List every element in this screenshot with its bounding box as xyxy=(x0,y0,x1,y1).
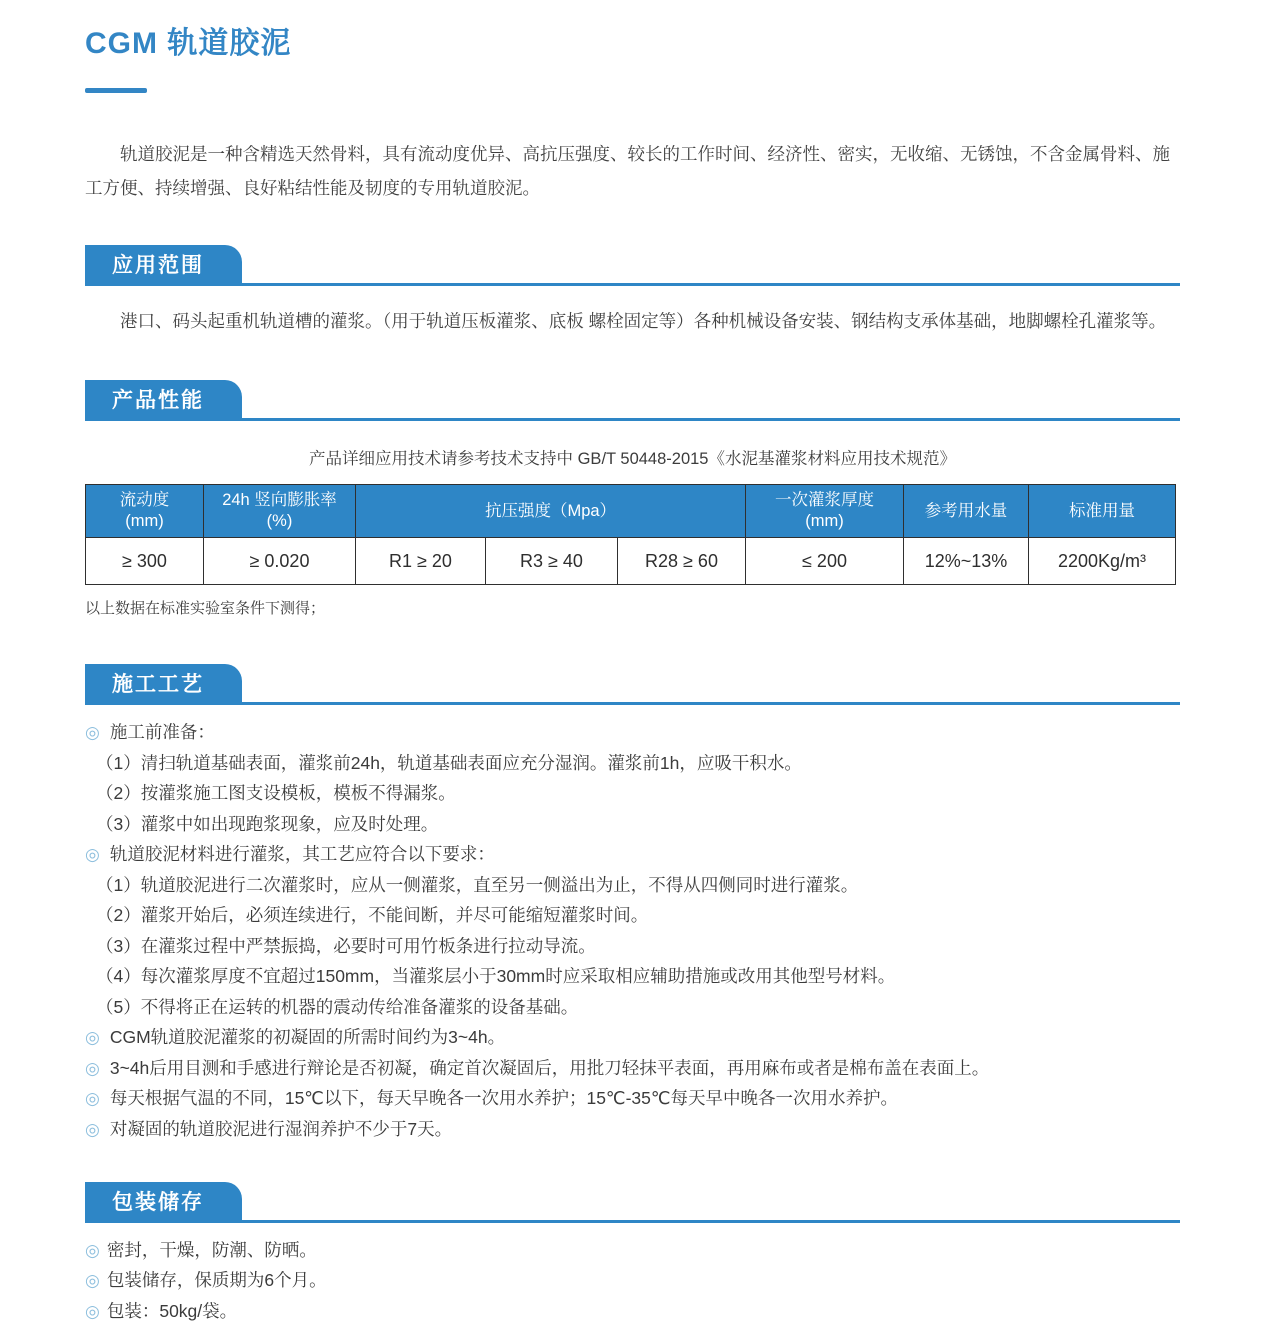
performance-footnote: 以上数据在标准实验室条件下测得； xyxy=(85,600,326,617)
section-application-badge xyxy=(85,245,242,283)
process-item-text: （1）轨道胶泥进行二次灌浆时，应从一侧灌浆，直至另一侧溢出为止，不得从四侧同时进行灌浆。 xyxy=(96,874,859,895)
process-item-text: CGM轨道胶泥灌浆的初凝固的所需时间约为3~4h。 xyxy=(109,1027,506,1047)
performance-standard-note: 产品详细应用技术请参考技术支持中 GB/T 50448-2015《水泥基灌浆材料应用技术规范》 xyxy=(309,450,956,468)
section-performance-heading: 产品性能 xyxy=(112,389,204,412)
process-item-text: 对凝固的轨道胶泥进行湿润养护不少于7天。 xyxy=(109,1118,453,1139)
packaging-list xyxy=(85,1240,1180,1322)
packaging-item xyxy=(85,1270,1180,1291)
ring-bullet-icon: ◎ xyxy=(85,1028,100,1047)
section-packaging-heading: 包装储存 xyxy=(112,1190,204,1214)
process-item xyxy=(85,814,1180,835)
title-underline xyxy=(85,88,147,93)
th-reference-water-amount: 参考用水量 xyxy=(904,485,1029,538)
application-body-text: 港口、码头起重机轨道槽的灌浆。（用于轨道压板灌浆、底板 螺栓固定等）各种机械设备安装、钢结构支承体基础，地脚螺栓孔灌浆等。 xyxy=(120,311,1167,331)
ring-bullet-icon: ◎ xyxy=(85,1271,100,1290)
packaging-item-text: 包装：50kg/袋。 xyxy=(106,1300,238,1321)
process-item xyxy=(85,1119,1180,1140)
ring-bullet-icon: ◎ xyxy=(85,723,100,742)
process-item xyxy=(85,1058,1180,1079)
process-item xyxy=(85,722,1180,743)
section-process xyxy=(85,664,1180,1140)
table-header-row xyxy=(86,485,1176,538)
process-item xyxy=(85,1088,1180,1109)
section-packaging-badge xyxy=(85,1182,242,1220)
page-title: CGM 轨道胶泥 xyxy=(85,27,292,60)
value-strength-r3: R3 ≥ 40 xyxy=(486,538,618,585)
process-item-text: 施工前准备： xyxy=(109,722,215,742)
packaging-item-text: 密封，干燥，防潮、防晒。 xyxy=(106,1239,317,1260)
process-item-text: （5）不得将正在运转的机器的震动传给准备灌浆的设备基础。 xyxy=(96,996,579,1017)
section-application xyxy=(85,245,1180,336)
process-item-text: （3）在灌浆过程中严禁振捣，必要时可用竹板条进行拉动导流。 xyxy=(96,935,596,956)
section-process-header xyxy=(85,664,1180,705)
process-item-text: 轨道胶泥材料进行灌浆，其工艺应符合以下要求： xyxy=(109,844,495,864)
section-performance-badge xyxy=(85,380,242,418)
th-standard-dosage: 标准用量 xyxy=(1029,485,1176,538)
section-performance xyxy=(85,380,1180,618)
th-flowability: 流动度 (mm) xyxy=(86,485,204,538)
process-item-text: （1）清扫轨道基础表面，灌浆前24h，轨道基础表面应充分湿润。灌浆前1h，应吸干积水。 xyxy=(96,752,802,773)
th-compressive-strength: 抗压强度（Mpa） xyxy=(356,485,746,538)
packaging-item-text: 包装储存，保质期为6个月。 xyxy=(106,1270,327,1290)
process-item-text: （2）按灌浆施工图支设模板，模板不得漏浆。 xyxy=(96,783,456,803)
process-item xyxy=(85,1027,1180,1048)
process-item-text: 每天根据气温的不同，15℃以下，每天早晚各一次用水养护；15℃-35℃每天早中晚各一次用水养护。 xyxy=(109,1088,899,1108)
value-water-amount: 12%~13% xyxy=(904,538,1029,585)
value-strength-r1: R1 ≥ 20 xyxy=(356,538,486,585)
value-grouting-thickness: ≤ 200 xyxy=(746,538,904,585)
value-flowability: ≥ 300 xyxy=(86,538,204,585)
section-process-heading: 施工工艺 xyxy=(112,673,204,696)
th-vertical-expansion: 24h 竖向膨胀率 (%) xyxy=(204,485,356,538)
section-packaging xyxy=(85,1182,1180,1322)
performance-table xyxy=(85,484,1176,585)
process-item-text: 3~4h后用目测和手感进行辩论是否初凝，确定首次凝固后，用批刀轻抹平表面，再用麻布或者是棉布盖在表面上。 xyxy=(109,1057,990,1078)
packaging-item xyxy=(85,1301,1180,1322)
section-packaging-header xyxy=(85,1182,1180,1223)
process-list xyxy=(85,722,1180,1140)
process-item xyxy=(85,936,1180,957)
process-item xyxy=(85,875,1180,896)
value-strength-r28: R28 ≥ 60 xyxy=(618,538,746,585)
process-item-text: （4）每次灌浆厚度不宜超过150mm，当灌浆层小于30mm时应采取相应辅助措施或改用其他型号材料。 xyxy=(96,966,896,986)
section-performance-header xyxy=(85,380,1180,421)
process-item xyxy=(85,997,1180,1018)
value-standard-dosage: 2200Kg/m³ xyxy=(1029,538,1176,585)
th-single-grouting-thickness: 一次灌浆厚度 (mm) xyxy=(746,485,904,538)
process-item-text: （2）灌浆开始后，必须连续进行，不能间断，并尽可能缩短灌浆时间。 xyxy=(96,905,649,925)
value-vertical-expansion: ≥ 0.020 xyxy=(204,538,356,585)
process-item xyxy=(85,753,1180,774)
ring-bullet-icon: ◎ xyxy=(85,1301,100,1321)
process-item xyxy=(85,783,1180,804)
ring-bullet-icon: ◎ xyxy=(85,845,100,864)
intro-paragraph: 轨道胶泥是一种含精选天然骨料，具有流动度优异、高抗压强度、较长的工作时间、经济性、密实，无收缩、无锈蚀，不含金属骨料、施工方便、持续增强、良好粘结性能及韧度的专用轨道胶泥。 xyxy=(85,144,1170,198)
table-value-row xyxy=(86,538,1176,585)
ring-bullet-icon: ◎ xyxy=(85,1240,100,1260)
section-process-badge xyxy=(85,664,242,702)
section-application-heading: 应用范围 xyxy=(112,254,204,277)
process-item xyxy=(85,844,1180,865)
ring-bullet-icon: ◎ xyxy=(85,1119,100,1139)
process-item-text: （3）灌浆中如出现跑浆现象，应及时处理。 xyxy=(96,813,439,834)
ring-bullet-icon: ◎ xyxy=(85,1089,100,1108)
section-application-header xyxy=(85,245,1180,286)
ring-bullet-icon: ◎ xyxy=(85,1058,100,1078)
process-item xyxy=(85,966,1180,987)
process-item xyxy=(85,905,1180,926)
packaging-item xyxy=(85,1240,1180,1261)
